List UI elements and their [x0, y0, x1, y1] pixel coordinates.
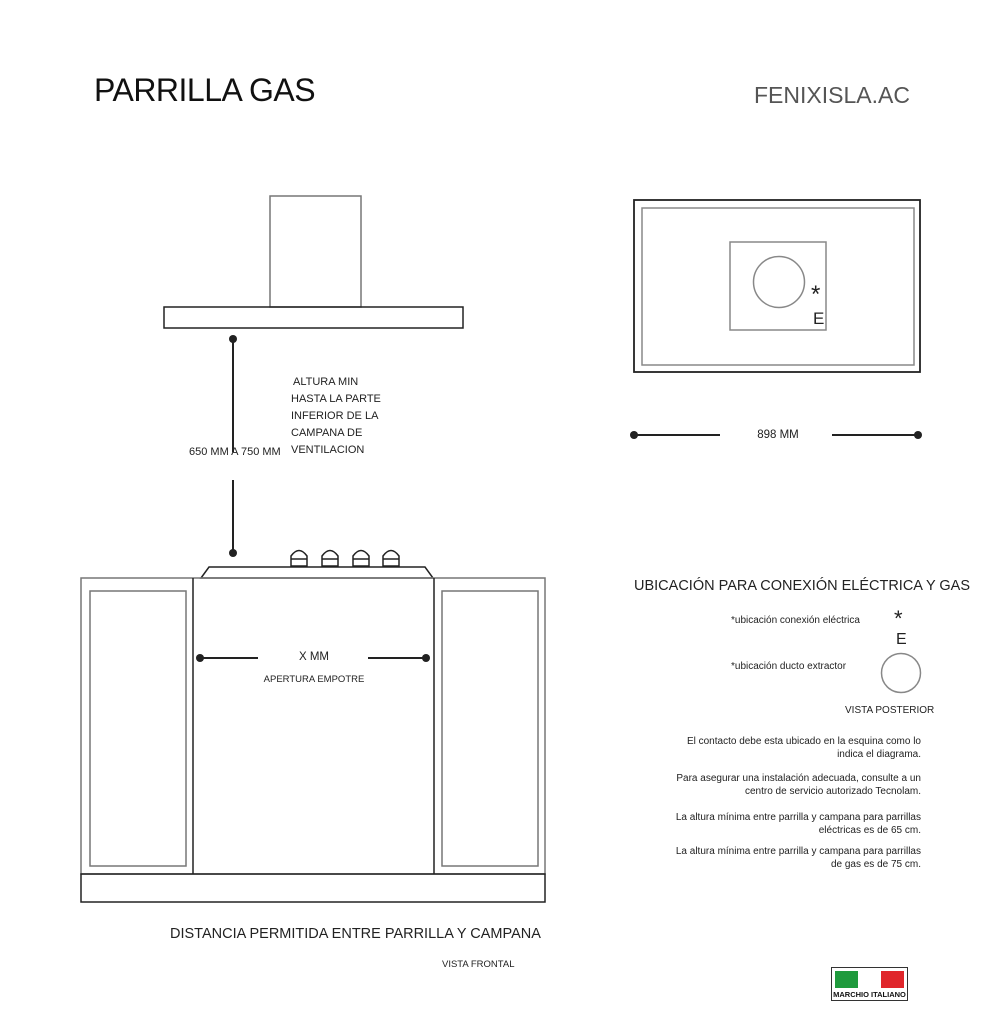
rear-outer-frame — [634, 200, 920, 372]
cooktop-body — [201, 567, 433, 578]
model-code: FENIXISLA.AC — [754, 82, 910, 108]
rear-duct-circle — [754, 257, 805, 308]
note-3 — [651, 811, 921, 837]
cabinet-left-door — [90, 591, 186, 866]
marchio-italiano-badge — [831, 967, 908, 1001]
legend-duct-circle — [882, 654, 921, 693]
flag-green-stripe — [835, 971, 858, 988]
note-1-line-2: indica el diagrama. — [837, 749, 921, 760]
width-dim-right-dot — [914, 431, 922, 439]
legend-socket-asterisk: * — [894, 606, 903, 631]
legend-heading: UBICACIÓN PARA CONEXIÓN ELÉCTRICA Y GAS — [634, 578, 971, 594]
cabinet-outline — [81, 578, 545, 874]
cooktop-knobs — [291, 551, 399, 567]
height-dim-bottom-dot — [229, 549, 237, 557]
legend-electric-label: *ubicación conexión eléctrica — [731, 615, 860, 626]
rear-inner-frame — [642, 208, 914, 365]
cabinet-right-door — [442, 591, 538, 866]
flag-red-stripe — [881, 971, 904, 988]
note-2-line-2: centro de servicio autorizado Tecnolam. — [744, 786, 921, 797]
flag-white-stripe — [858, 971, 881, 988]
legend-duct-label: *ubicación ducto extractor — [731, 661, 847, 672]
cabinet-base — [81, 874, 545, 902]
note-3-line-1: La altura mínima entre parrilla y campana para parrillas — [675, 812, 921, 823]
height-description-line-3: INFERIOR DE LA — [291, 410, 379, 422]
hood-canopy — [164, 307, 463, 328]
note-2-line-1: Para asegurar una instalación adecuada, consulte a un — [676, 773, 921, 784]
height-description-line-1: ALTURA MIN — [293, 376, 359, 388]
legend-socket-letter: E — [896, 631, 907, 648]
knob-3 — [353, 551, 369, 567]
note-1 — [651, 735, 921, 761]
opening-label: APERTURA EMPOTRE — [263, 674, 365, 685]
note-3-line-2: eléctricas es de 65 cm. — [818, 825, 921, 836]
rear-socket-asterisk: * — [811, 281, 821, 308]
page-title: PARRILLA GAS — [94, 72, 316, 108]
note-1-line-1: El contacto debe esta ubicado en la esquina como lo — [686, 736, 921, 747]
italian-flag-icon — [835, 971, 904, 988]
height-description-line-2: HASTA LA PARTE — [291, 393, 381, 405]
rear-width-label: 898 MM — [757, 429, 799, 441]
note-2 — [651, 772, 921, 798]
height-description-line-5: VENTILACION — [291, 444, 365, 456]
knob-2 — [322, 551, 338, 567]
opening-width-label: X MM — [298, 651, 330, 663]
hood-chimney — [270, 196, 361, 307]
badge-text: MARCHIO ITALIANO — [833, 990, 906, 999]
height-description-line-4: CAMPANA DE — [291, 427, 363, 439]
front-view-label: VISTA FRONTAL — [442, 959, 515, 970]
note-4-line-2: de gas es de 75 cm. — [830, 859, 921, 870]
height-description — [291, 374, 381, 459]
note-4 — [651, 845, 921, 871]
rear-view-label: VISTA POSTERIOR — [845, 705, 935, 716]
note-4-line-1: La altura mínima entre parrilla y campana para parrillas — [675, 846, 921, 857]
opening-dim-right-dot — [422, 654, 430, 662]
height-dimension-label: 650 MM A 750 MM — [189, 446, 281, 458]
knob-1 — [291, 551, 307, 567]
knob-4 — [383, 551, 399, 567]
front-view-caption: DISTANCIA PERMITIDA ENTRE PARRILLA Y CAMPANA — [170, 926, 541, 942]
rear-socket-letter: E — [813, 309, 825, 328]
